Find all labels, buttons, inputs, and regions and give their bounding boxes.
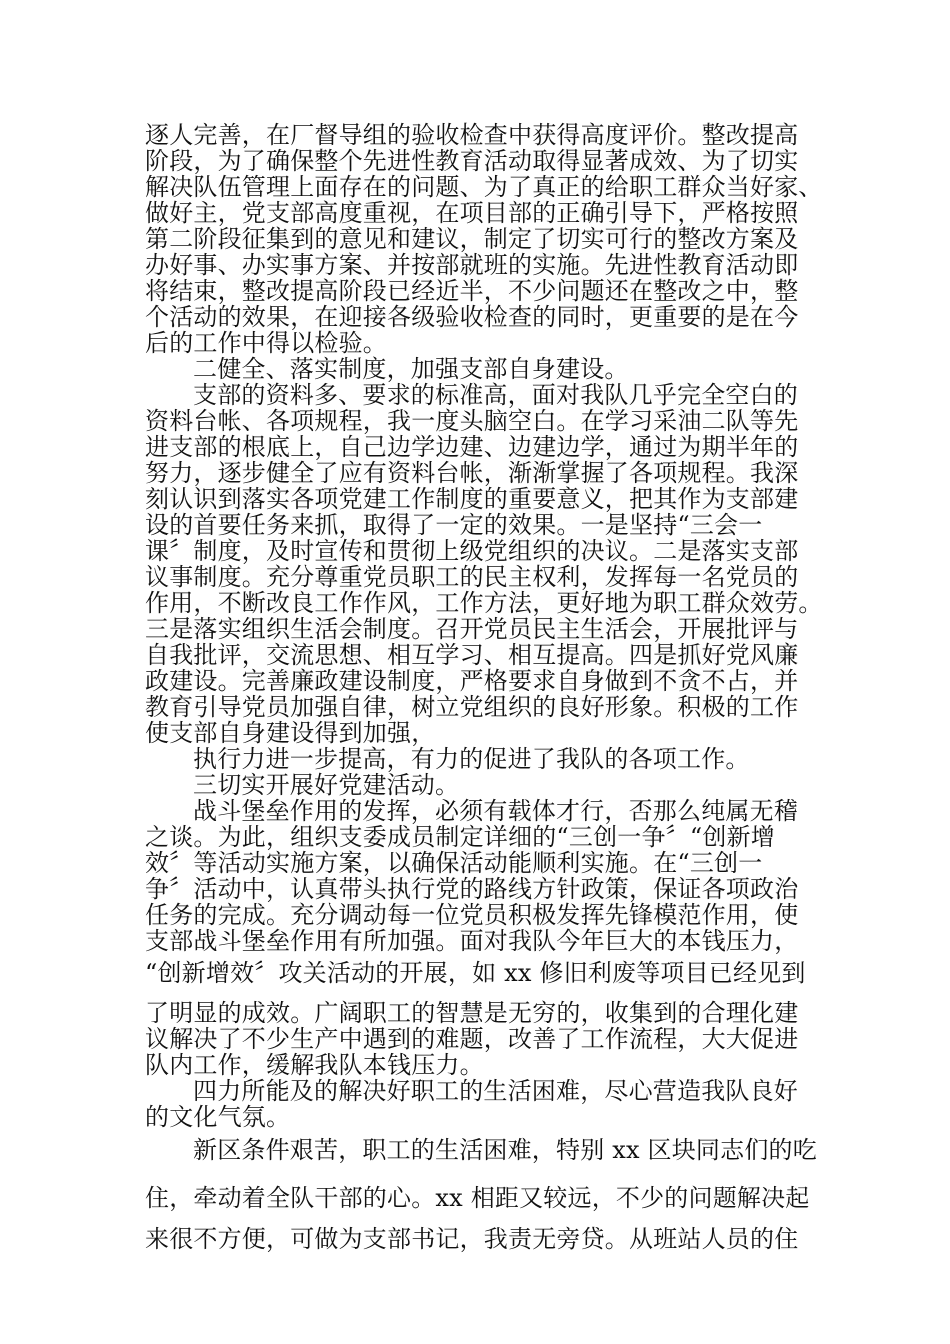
text-line: 三是落实组织生活会制度。召开党员民主生活会，开展批评与 (145, 615, 799, 643)
section-heading: 三切实开展好党建活动。 (193, 771, 460, 799)
text-line: 教育引导党员加强自律，树立党组织的良好形象。积极的工作 (145, 693, 799, 721)
text-line: 住，牵动着全队干部的心。xx 相距又较远，不少的问题解决起 (145, 1184, 810, 1212)
text-line: 之谈。为此，组织支委成员制定详细的“三创一争〞“创新增 (145, 823, 775, 851)
text-line: 将结束，整改提高阶段已经近半，不少问题还在整改之中，整 (145, 277, 799, 305)
text-line: 逐人完善，在厂督导组的验收检查中获得高度评价。整改提高 (145, 121, 799, 149)
text-line: 新区条件艰苦，职工的生活困难，特别 xx 区块同志们的吃 (193, 1136, 817, 1164)
text-line: 来很不方便，可做为支部书记，我责无旁贷。从班站人员的住 (145, 1225, 799, 1253)
section-heading: 二健全、落实制度，加强支部自身建设。 (193, 355, 629, 383)
text-line: 队内工作，缓解我队本钱压力。 (145, 1051, 484, 1079)
text-line: 设的首要任务来抓，取得了一定的效果。一是坚持“三会一 (145, 511, 763, 539)
text-line: 支部战斗堡垒作用有所加强。面对我队今年巨大的本钱压力， (145, 927, 799, 955)
text-line: 争〞活动中，认真带头执行党的路线方针政策，保证各项政治 (145, 875, 799, 903)
text-line: 自我批评，交流思想、相互学习、相互提高。四是抓好党风廉 (145, 641, 799, 669)
text-line: 努力，逐步健全了应有资料台帐，渐渐掌握了各项规程。我深 (145, 459, 799, 487)
text-line: 执行力进一步提高，有力的促进了我队的各项工作。 (193, 745, 750, 773)
text-line: 阶段，为了确保整个先进性教育活动取得显著成效、为了切实 (145, 147, 799, 175)
text-line: 效〞等活动实施方案，以确保活动能顺利实施。在“三创一 (145, 849, 763, 877)
text-line: 议解决了不少生产中遇到的难题，改善了工作流程，大大促进 (145, 1025, 799, 1053)
section-heading: 四力所能及的解决好职工的生活困难，尽心营造我队良好 (193, 1077, 798, 1105)
text-line: 的文化气氛。 (145, 1103, 291, 1131)
text-line: 进支部的根底上，自己边学边建、边建边学，通过为期半年的 (145, 433, 799, 461)
text-line: 个活动的效果，在迎接各级验收检查的同时，更重要的是在今 (145, 303, 799, 331)
text-line: 任务的完成。充分调动每一位党员积极发挥先锋模范作用，使 (145, 901, 799, 929)
text-line: 办好事、办实事方案、并按部就班的实施。先进性教育活动即 (145, 251, 799, 279)
text-line: 第二阶段征集到的意见和建议，制定了切实可行的整改方案及 (145, 225, 799, 253)
text-line: “创新增效〞攻关活动的开展，如 xx 修旧利废等项目已经见到 (145, 959, 806, 987)
text-line: 课〞制度，及时宣传和贯彻上级党组织的决议。二是落实支部 (145, 537, 799, 565)
text-line: 战斗堡垒作用的发挥，必须有载体才行，否那么纯属无稽 (193, 797, 798, 825)
text-line: 刻认识到落实各项党建工作制度的重要意义，把其作为支部建 (145, 485, 799, 513)
text-line: 做好主，党支部高度重视，在项目部的正确引导下，严格按照 (145, 199, 799, 227)
text-line: 议事制度。充分尊重党员职工的民主权利，发挥每一名党员的 (145, 563, 799, 591)
text-line: 解决队伍管理上面存在的问题、为了真正的给职工群众当好家、 (145, 173, 823, 201)
text-line: 了明显的成效。广阔职工的智慧是无穷的，收集到的合理化建 (145, 999, 799, 1027)
text-line: 政建设。完善廉政建设制度，严格要求自身做到不贪不占，并 (145, 667, 799, 695)
text-line: 支部的资料多、要求的标准高，面对我队几乎完全空白的 (193, 381, 798, 409)
text-line: 资料台帐、各项规程，我一度头脑空白。在学习采油二队等先 (145, 407, 799, 435)
text-line: 作用，不断改良工作作风，工作方法，更好地为职工群众效劳。 (145, 589, 823, 617)
text-line: 后的工作中得以检验。 (145, 329, 387, 357)
text-line: 使支部自身建设得到加强， (145, 719, 436, 747)
